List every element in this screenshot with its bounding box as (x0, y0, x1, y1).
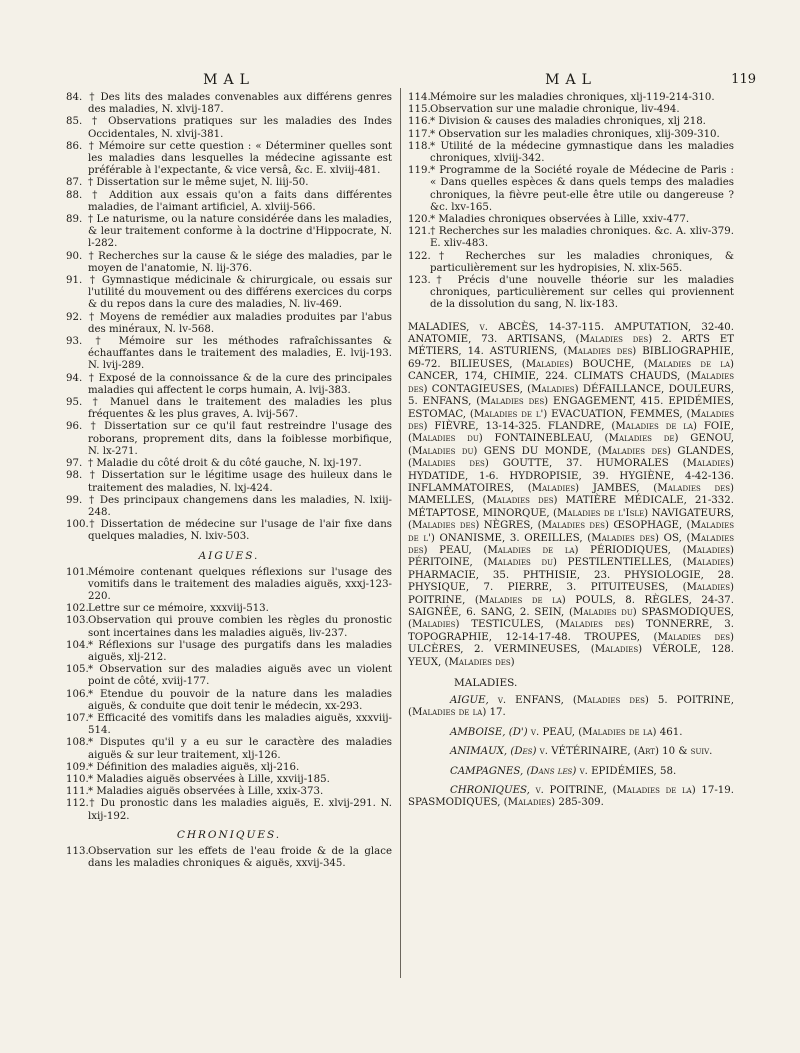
entry-number: 89. (66, 214, 83, 226)
index-entry (66, 92, 392, 116)
entry-number: 99. (66, 494, 83, 506)
entry-number: 96. (66, 421, 83, 433)
index-entry (408, 226, 734, 250)
entry-text: † Exposé de la connoissance & de la cure des principales maladies qui affectent le corps humain, A. lvij-383. (88, 372, 392, 396)
entry-text: Mémoire sur les maladies chroniques, xlj-119-214-310. (430, 92, 715, 103)
entry-text: † Des principaux changemens dans les maladies, N. lxiij-248. (88, 494, 392, 518)
entry-text: * Efficacité des vomitifs dans les maladies aiguës, xxxviij-514. (88, 712, 392, 737)
index-entry (66, 458, 392, 470)
index-entry (66, 421, 392, 458)
entry-number: 100. (66, 519, 89, 531)
column-divider (400, 88, 401, 978)
entry-number: 117. (408, 128, 431, 140)
index-entry (66, 762, 392, 774)
entry-text: † Moyens de remédier aux maladies produites par l'abus des minéraux, N. lv-568. (88, 311, 392, 335)
entry-text: Mémoire contenant quelques réflexions sur l'usage des vomitifs dans le traitement des maladies aiguës, xxxj-123-220. (88, 566, 392, 602)
index-entry (66, 214, 392, 251)
entry-number: 118. (408, 140, 431, 152)
entry-number: 92. (66, 311, 83, 323)
entry-number: 101. (66, 566, 89, 578)
entry-number: 85. (66, 116, 83, 128)
entry-text: † Observations pratiques sur les maladies des Indes Occidentales, N. xlvij-381. (88, 116, 392, 140)
index-entry (66, 615, 392, 639)
entry-number: 93. (66, 336, 83, 348)
index-entry (66, 336, 392, 373)
sub-entry-heading: CAMPAGNES, (Dans les) (450, 765, 577, 777)
entry-number: 120. (408, 214, 431, 226)
entry-number: 90. (66, 250, 83, 262)
maladies-cross-reference: MALADIES, v. ABCÈS, 14-37-115. AMPUTATION, 32-40. ANATOMIE, 73. ARTISANS, (Maladies des) 2. ARTS ET MÉTIERS, 14. ASTURIENS, (Maladies des) BIBLIOGRAPHIE, 69-72. BILIEUSES, (Maladies) BOUCHE, (Maladies de la) CANCER, 174, CHIMIE, 224. CLIMATS CHAUDS, (Maladies des) CONTAGIEUSES, (Maladies) DÉFAILLANCE, DOULEURS, 5. ENFANS, (Maladies des) ENGAGEMENT, 415. EPIDÉMIES, ESTOMAC, (Maladies de l') EVACUATION, FEMMES, (Maladies des) FIÈVRE, 13-14-325. FLANDRE, (Maladies de la) FOIE, (Maladies du) FONTAINEBLEAU, (Maladies de) GENOU, (Maladies du) GENS DU MONDE, (Maladies des) GLANDES, (Maladies des) GOUTTE, 37. HUMORALES (Maladies) HYDATIDE, 1-6. HYDROPISIE, 39. HYGIÈNE, 4-42-136. INFLAMMATOIRES, (Maladies) JAMBES, (Maladies des) MAMELLES, (Maladies des) MATIÈRE MÉDICALE, 21-332. MÉTAPTOSE, MINORQUE, (Maladies de l'Isle) NAVIGATEURS, (Maladies des) NÈGRES, (Maladies des) ŒSOPHAGE, (Maladies de l') ONANISME, 3. OREILLES, (Maladies des) OS, (Maladies des) PEAU, (Maladies de la) PÉRIODIQUES, (Maladies) PÉRITOINE, (Maladies du) PESTILENTIELLES, (Maladies) PHARMACIE, 35. PHTHISIE, 23. PHYSIOLOGIE, 28. PHYSIQUE, 7. PIERRE, 3. PITUITEUSES, (Maladies) POITRINE, (Maladies de la) POULS, 8. RÈGLES, 24-37. SAIGNÉE, 6. SANG, 2. SEIN, (Maladies du) SPASMODIQUES, (Maladies) TESTICULES, (Maladies des) TONNERRE, 3. TOPOGRAPHIE, 12-14-17-48. TROUPES, (Maladies des) ULCÈRES, 2. VERMINEUSES, (Maladies) VÉROLE, 128. YEUX, (Maladies des) (408, 321, 734, 668)
entry-number: 102. (66, 603, 89, 615)
index-entry (66, 774, 392, 786)
entry-number: 115. (408, 104, 431, 116)
entry-text: Observation qui prouve combien les règles du pronostic sont incertaines dans les maladies aiguës, liv-237. (88, 615, 392, 639)
entry-text: * Observation sur les maladies chroniques, xlij-309-310. (430, 128, 720, 140)
index-entry (66, 397, 392, 421)
entry-text: † Précis d'une nouvelle théorie sur les maladies chroniques, particulièrement sur celles qui proviennent de la dissolution du sang, N. lix-183. (430, 275, 734, 311)
section-head-aigues: AIGUES. (198, 549, 260, 562)
sub-entry-heading: AMBOISE, (D') (450, 726, 528, 738)
index-entry (66, 177, 392, 189)
maladies-sub-entry (408, 695, 734, 720)
index-entry (66, 312, 392, 336)
entry-number: 95. (66, 397, 83, 409)
entry-number: 107. (66, 712, 89, 724)
entry-text: * Etendue du pouvoir de la nature dans les maladies aiguës, & conduite que doit tenir le médecin, xx-293. (88, 688, 392, 712)
entry-number: 105. (66, 664, 89, 676)
entry-number: 112. (66, 798, 89, 810)
sub-entry-heading: AIGUE, (450, 695, 489, 707)
entry-text: * Utilité de la médecine gymnastique dans les maladies chroniques, xlviij-342. (430, 140, 734, 165)
index-entry (66, 846, 392, 870)
entry-text: † Mémoire sur cette question : « Déterminer quelles sont les maladies dans lesquelles la médecine agissante est préférable à l'expectante, & vice versâ, &c. E. xlviij-481. (88, 140, 392, 177)
index-entry (408, 275, 734, 312)
entry-number: 98. (66, 470, 83, 482)
index-entry (408, 104, 734, 116)
index-entry (66, 603, 392, 615)
entry-number: 106. (66, 688, 89, 700)
index-entry (66, 251, 392, 275)
entry-number: 91. (66, 275, 83, 287)
entry-number: 109. (66, 761, 89, 773)
maladies-sub-entries (408, 695, 734, 810)
sub-entry-reference: v. VÉTÉRINAIRE, (Art) 10 & suiv. (539, 746, 713, 758)
entry-number: 114. (408, 92, 431, 103)
entry-text: † Recherches sur les maladies chroniques, & particulièrement sur les hydropisies, N. xlix-565. (430, 250, 734, 274)
sub-entry-reference: v. POITRINE, (Maladies de la) 17-19. SPASMODIQUES, (Maladies) 285-309. (408, 785, 734, 809)
right-column (408, 72, 756, 817)
index-entry (66, 664, 392, 688)
entry-text: * Maladies aiguës observées à Lille, xxviij-185. (88, 773, 330, 785)
sub-entry-reference: v. PEAU, (Maladies de la) 461. (530, 726, 683, 738)
entry-text: † Recherches sur les maladies chroniques. &c. A. xliv-379. E. xliv-483. (430, 226, 734, 250)
entry-text: † Dissertation sur ce qu'il faut restreindre l'usage des roborans, proprement dits, dans la foiblesse morbifique, N. lx-271. (88, 421, 392, 457)
entry-text: Observation sur les effets de l'eau froide & de la glace dans les maladies chroniques & aiguës, xxvij-345. (88, 845, 392, 869)
index-entry (66, 737, 392, 761)
index-entry (66, 798, 392, 822)
page-number: 119 (731, 72, 756, 87)
index-entry (408, 251, 734, 275)
entry-text: † Manuel dans le traitement des maladies les plus fréquentes & les plus graves, A. lvij-567. (88, 397, 392, 421)
index-entry (408, 116, 734, 128)
entry-text: * Maladies aiguës observées à Lille, xxix-373. (88, 786, 324, 798)
sub-entry-heading: CHRONIQUES, (450, 785, 530, 797)
index-entry (66, 567, 392, 604)
index-entry (66, 713, 392, 737)
entry-text: † Maladie du côté droit & du côté gauche, N. lxj-197. (88, 458, 362, 470)
left-entries-aigues (66, 567, 392, 823)
entry-text: † Dissertation de médecine sur l'usage de l'air fixe dans quelques maladies, N. lxiv-503. (88, 519, 392, 543)
right-running-head-text: MAL (545, 72, 597, 88)
entry-number: 103. (66, 615, 89, 627)
entry-number: 122. (408, 250, 431, 262)
entry-text: † Des lits des malades convenables aux différens genres des maladies, N. xlvij-187. (88, 92, 392, 116)
index-entry (66, 275, 392, 312)
sub-entry-heading: ANIMAUX, (Des) (450, 746, 537, 758)
entry-text: * Maladies chroniques observées à Lille, xxiv-477. (430, 214, 690, 226)
maladies-sub-entry (408, 785, 734, 810)
maladies-subtitle: MALADIES. (454, 677, 518, 690)
entry-text: † Recherches sur la cause & le siége des maladies, par le moyen de l'anatomie, N. lij-376. (88, 250, 392, 274)
index-entry (66, 141, 392, 178)
index-entry (66, 373, 392, 397)
index-entry (408, 214, 734, 226)
sub-entry-reference: v. EPIDÉMIES, 58. (579, 765, 677, 777)
index-entry (66, 495, 392, 519)
entry-number: 94. (66, 372, 83, 384)
right-entries-chroniques (408, 92, 734, 312)
entry-text: * Programme de la Société royale de Médecine de Paris : « Dans quelles espèces & dans quels temps des maladies chroniques, la fièvre peut-elle être utile ou dangereuse ? &c. lxv-165. (430, 165, 734, 213)
entry-number: 119. (408, 165, 431, 177)
entry-number: 111. (66, 786, 89, 798)
entry-text: † Dissertation sur le légitime usage des huileux dans le traitement des maladies, N. lxj-424. (88, 470, 392, 494)
maladies-sub-entry (408, 766, 734, 778)
entry-text: † Addition aux essais qu'on a faits dans différentes maladies, de l'aimant artificiel, A. xlviij-566. (88, 189, 392, 213)
entry-text: * Observation sur des maladies aiguës avec un violent point de côté, xviij-177. (88, 664, 392, 688)
entry-number: 97. (66, 458, 83, 470)
entry-text: † Gymnastique médicinale & chirurgicale, ou essais sur l'utilité du mouvement ou des différens exercices du corps & du repos dans la cure des maladies, N. liv-469. (88, 275, 392, 311)
index-entry (66, 190, 392, 214)
section-head-chroniques: CHRONIQUES. (176, 828, 282, 841)
entry-text: † Le naturisme, ou la nature considérée dans les maladies, & leur traitement conforme à la doctrine d'Hippocrate, N. l-282. (88, 214, 392, 250)
index-entry (408, 129, 734, 141)
maladies-sub-entry (408, 746, 734, 758)
entry-text: * Réflexions sur l'usage des purgatifs dans les maladies aiguës, xlj-212. (88, 639, 392, 663)
index-entry (66, 116, 392, 140)
entry-number: 110. (66, 773, 89, 785)
left-entries-general (66, 92, 392, 544)
left-running-head: MAL (203, 72, 255, 88)
entry-text: * Division & causes des maladies chroniques, xlj 218. (430, 116, 706, 128)
right-running-head (408, 72, 756, 88)
entry-number: 123. (408, 275, 431, 287)
sub-entry-reference: v. ENFANS, (Maladies des) 5. POITRINE, (Maladies de la) 17. (408, 695, 734, 719)
entry-text: * Disputes qu'il y a eu sur le caractère des maladies aiguës & sur leur traitement, xlj-126. (88, 737, 392, 761)
index-entry (66, 786, 392, 798)
entry-number: 84. (66, 92, 83, 103)
entry-number: 104. (66, 639, 89, 651)
entry-number: 116. (408, 116, 431, 128)
entry-number: 88. (66, 189, 83, 201)
maladies-sub-entry (408, 727, 734, 739)
entry-number: 113. (66, 845, 89, 857)
index-entry (66, 470, 392, 494)
entry-text: Observation sur une maladie chronique, liv-494. (430, 104, 680, 116)
index-entry (66, 689, 392, 713)
entry-number: 108. (66, 737, 89, 749)
entry-text: * Définition des maladies aiguës, xlj-216. (88, 761, 300, 773)
index-entry (66, 640, 392, 664)
left-column (66, 72, 392, 870)
entry-text: † Dissertation sur le même sujet, N. liij-50. (88, 177, 309, 189)
index-entry (66, 519, 392, 543)
index-entry (408, 165, 734, 214)
entry-text: † Du pronostic dans les maladies aiguës, E. xlvij-291. N. lxij-192. (88, 798, 392, 822)
index-entry (408, 141, 734, 165)
entry-text: Lettre sur ce mémoire, xxxviij-513. (88, 603, 269, 615)
entry-number: 86. (66, 140, 83, 152)
entry-number: 87. (66, 177, 83, 189)
entry-text: † Mémoire sur les méthodes rafraîchissantes & échauffantes dans le traitement des maladies, E. lvij-193. N. lvij-289. (88, 336, 392, 372)
entry-number: 121. (408, 226, 431, 238)
index-entry (408, 92, 734, 104)
left-entries-chroniques (66, 846, 392, 870)
